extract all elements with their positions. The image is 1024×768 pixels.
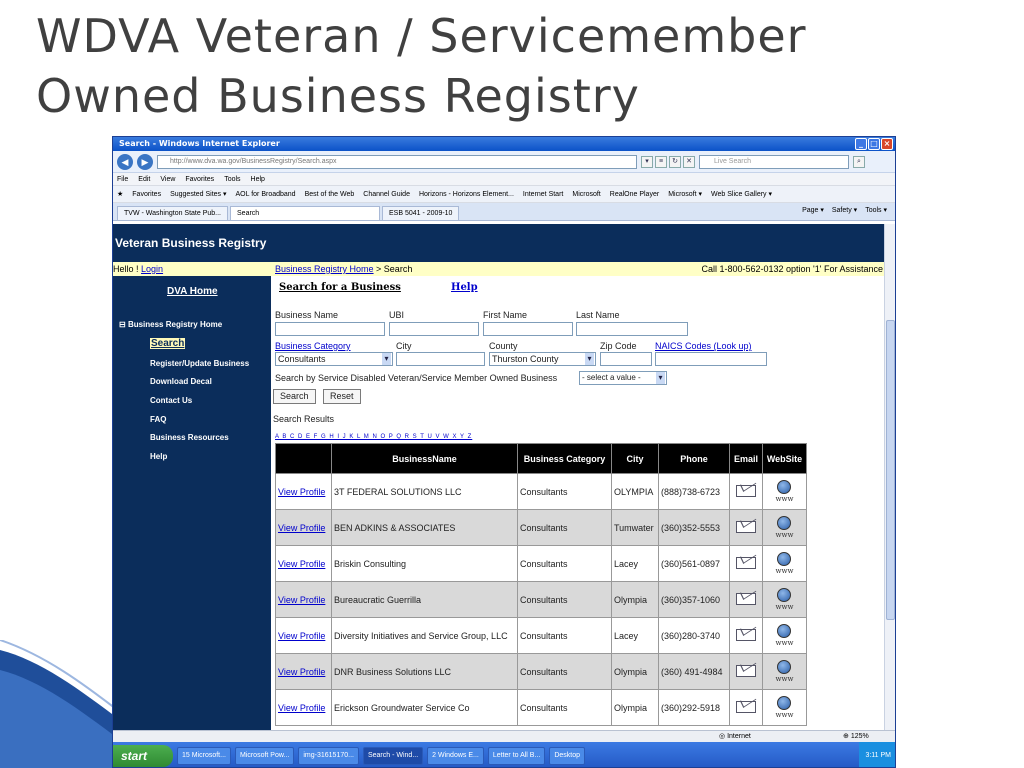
disabled-veteran-select[interactable]: - select a value - ▾ (579, 371, 667, 385)
www-label: www (775, 603, 794, 611)
globe-zone-icon: ◎ (719, 733, 726, 740)
business-category-select[interactable]: Consultants ▾ (275, 352, 393, 366)
favorites-bar (113, 186, 895, 203)
fav-realone[interactable]: RealOne Player (609, 190, 660, 198)
fav-microsoft-folder[interactable]: Microsoft ▾ (668, 191, 703, 198)
window-title: Search - Windows Internet Explorer (119, 139, 280, 148)
view-profile-link[interactable]: View Profile (278, 594, 326, 605)
city-label: City (396, 341, 412, 351)
fav-suggested-sites[interactable]: Suggested Sites ▾ (170, 191, 227, 198)
email-icon[interactable] (736, 701, 756, 713)
browser-window (112, 136, 896, 768)
nav-register-update[interactable]: Register/Update Business (150, 359, 250, 368)
search-panel (273, 276, 885, 730)
dropdown-icon[interactable]: ▾ (641, 156, 653, 168)
view-profile-link[interactable]: View Profile (278, 522, 326, 533)
www-label: www (775, 567, 794, 575)
search-button[interactable]: Search (273, 389, 316, 404)
fav-channel-guide[interactable]: Channel Guide (363, 190, 410, 198)
category-cell: Consultants (518, 618, 612, 654)
nav-contact-us[interactable]: Contact Us (150, 396, 193, 405)
task-desktop[interactable]: Desktop (549, 747, 585, 765)
phone-cell: (360)352-5553 (659, 510, 730, 546)
system-tray (859, 742, 896, 768)
search-icon[interactable]: ⌕ (853, 156, 865, 168)
phone-cell: (360)561-0897 (659, 546, 730, 582)
header-phone[interactable]: Phone (659, 444, 730, 474)
page-menu[interactable]: Page ▾ (802, 207, 824, 214)
phone-cell: (360)280-3740 (659, 618, 730, 654)
menu-help[interactable]: Help (250, 176, 265, 183)
zip-code-input[interactable] (600, 352, 652, 366)
header-city[interactable]: City (612, 444, 659, 474)
table-row (276, 474, 807, 510)
business-name-cell: 3T FEDERAL SOLUTIONS LLC (332, 474, 518, 510)
refresh-icon[interactable]: ↻ (669, 156, 681, 168)
stop-icon[interactable]: ✕ (683, 156, 695, 168)
first-name-label: First Name (483, 310, 528, 320)
live-search-input[interactable]: Live Search (699, 155, 849, 169)
tools-menu[interactable]: Tools ▾ (865, 207, 887, 214)
header-business-category[interactable]: Business Category (518, 444, 612, 474)
globe-icon (777, 480, 791, 494)
website-icon[interactable] (776, 660, 794, 683)
menu-file[interactable]: File (117, 176, 129, 183)
header-email: Email (730, 444, 763, 474)
tab-search[interactable]: Search (230, 206, 380, 220)
view-profile-link[interactable]: View Profile (278, 666, 326, 677)
maximize-button[interactable]: □ (868, 138, 880, 150)
task-img[interactable]: img-31615170... (298, 747, 359, 765)
fav-web-slice[interactable]: Web Slice Gallery ▾ (711, 191, 773, 198)
phone-cell: (360)357-1060 (659, 582, 730, 618)
breadcrumb-current: > Search (373, 264, 413, 274)
business-name-cell: Diversity Initiatives and Service Group, LLC (332, 618, 518, 654)
naics-input[interactable] (655, 352, 767, 366)
status-bar (113, 730, 896, 742)
phone-cell: (888)738-6723 (659, 474, 730, 510)
nav-faq[interactable]: FAQ (150, 415, 167, 424)
zoom-icon: ⊕ (843, 733, 849, 740)
task-letter[interactable]: Letter to All B... (488, 747, 545, 765)
back-icon[interactable]: ◀ (117, 154, 133, 170)
globe-icon (777, 552, 791, 566)
email-icon[interactable] (736, 557, 756, 569)
disabled-veteran-label: Search by Service Disabled Veteran/Service Member Owned Business (275, 373, 558, 383)
breadcrumb (275, 262, 412, 276)
county-select[interactable]: Thurston County ▾ (489, 352, 596, 366)
reset-button[interactable]: Reset (323, 389, 361, 404)
business-name-cell: BEN ADKINS & ASSOCIATES (332, 510, 518, 546)
task-powerpoint[interactable]: Microsoft Pow... (235, 747, 294, 765)
dva-home-link[interactable]: DVA Home (167, 286, 218, 297)
table-row (276, 582, 807, 618)
email-icon[interactable] (736, 485, 756, 497)
left-nav (113, 276, 271, 730)
email-icon[interactable] (736, 629, 756, 641)
header-website: WebSite (763, 444, 807, 474)
fav-aol[interactable]: AOL for Broadband (235, 190, 296, 198)
fav-favorites[interactable]: Favorites (132, 190, 162, 198)
results-table (275, 443, 807, 726)
globe-icon (777, 624, 791, 638)
county-label: County (489, 341, 518, 351)
tab-bar (113, 203, 895, 221)
business-name-input[interactable] (275, 322, 385, 336)
nav-help[interactable]: Help (150, 452, 168, 461)
business-name-cell: Briskin Consulting (332, 546, 518, 582)
globe-icon (777, 516, 791, 530)
www-label: www (775, 495, 794, 503)
business-category-link[interactable]: Business Category (275, 341, 351, 351)
menu-favorites[interactable]: Favorites (185, 176, 215, 183)
task-windows-explorer[interactable]: 2 Windows E... (427, 747, 484, 765)
www-label: www (775, 531, 794, 539)
slide-title (36, 6, 807, 126)
www-label: www (775, 675, 794, 683)
last-name-input[interactable] (576, 322, 688, 336)
business-name-cell: Erickson Groundwater Service Co (332, 690, 518, 726)
alphabet-links[interactable]: A B C D E F G H I J K L M N O P Q R S T U V W X Y Z (275, 434, 473, 440)
category-cell: Consultants (518, 474, 612, 510)
help-link[interactable]: Help (451, 282, 478, 293)
website-icon[interactable] (776, 480, 794, 503)
zoom-value: 125% (850, 733, 869, 740)
view-profile-link[interactable]: View Profile (278, 486, 326, 497)
login-link[interactable]: Login (141, 264, 164, 274)
business-name-cell: Bureaucratic Guerrilla (332, 582, 518, 618)
nav-download-decal[interactable]: Download Decal (150, 377, 212, 386)
clock: 3:11 PM (865, 752, 891, 759)
menu-edit[interactable]: Edit (138, 176, 151, 183)
website-icon[interactable] (776, 624, 794, 647)
task-microsoft[interactable]: 15 Microsoft... (177, 747, 231, 765)
city-cell: Lacey (612, 618, 659, 654)
website-icon[interactable] (776, 696, 794, 719)
table-row (276, 654, 807, 690)
registry-home-label: Business Registry Home (127, 320, 223, 329)
www-label: www (775, 639, 794, 647)
city-cell: Lacey (612, 546, 659, 582)
last-name-label: Last Name (576, 310, 620, 320)
phone-cell: (360)292-5918 (659, 690, 730, 726)
menu-bar (113, 173, 895, 186)
breadcrumb-home-link[interactable]: Business Registry Home (275, 264, 374, 274)
task-search-window[interactable]: Search - Wind... (363, 747, 423, 765)
view-profile-link[interactable]: View Profile (278, 630, 326, 641)
category-cell: Consultants (518, 510, 612, 546)
tab-tvw[interactable]: TVW - Washington State Pub... (117, 206, 228, 220)
website-icon[interactable] (776, 552, 794, 575)
slide-title-line1: WDVA Veteran / Servicemember (36, 9, 807, 63)
table-row (276, 690, 807, 726)
vertical-scrollbar[interactable] (884, 224, 895, 730)
address-bar (113, 151, 895, 173)
taskbar (113, 742, 896, 768)
category-cell: Consultants (518, 582, 612, 618)
naics-codes-link[interactable]: NAICS Codes (Look up) (655, 341, 752, 351)
minimize-button[interactable]: _ (855, 138, 867, 150)
www-label: www (775, 711, 794, 719)
view-profile-link[interactable]: View Profile (278, 702, 326, 713)
first-name-input[interactable] (483, 322, 573, 336)
window-titlebar (113, 137, 895, 151)
search-heading: Search for a Business (279, 282, 401, 293)
fav-internet-start[interactable]: Internet Start (522, 190, 564, 198)
globe-icon (777, 696, 791, 710)
collapse-icon[interactable]: ⊟ (119, 320, 126, 329)
city-cell: Tumwater (612, 510, 659, 546)
ubi-input[interactable] (389, 322, 479, 336)
city-cell: Olympia (612, 582, 659, 618)
city-cell: Olympia (612, 654, 659, 690)
website-icon[interactable] (776, 588, 794, 611)
nav-business-resources[interactable]: Business Resources (150, 433, 229, 442)
business-name-label: Business Name (275, 310, 339, 320)
menu-view[interactable]: View (160, 176, 176, 183)
web-page (113, 224, 885, 730)
table-row (276, 510, 807, 546)
start-button[interactable]: start (113, 745, 173, 767)
address-input[interactable]: http://www.dva.wa.gov/BusinessRegistry/Search.aspx (157, 155, 637, 169)
decorative-swoosh (0, 640, 120, 768)
fav-microsoft[interactable]: Microsoft (572, 190, 601, 198)
compatibility-icon[interactable]: ≡ (655, 156, 667, 168)
menu-tools[interactable]: Tools (224, 176, 241, 183)
category-cell: Consultants (518, 654, 612, 690)
globe-icon (777, 588, 791, 602)
assistance-text: Call 1-800-562-0132 option '1' For Assistance (701, 264, 883, 274)
email-icon[interactable] (736, 521, 756, 533)
close-button[interactable]: × (881, 138, 893, 150)
breadcrumb-bar (113, 262, 885, 276)
category-cell: Consultants (518, 546, 612, 582)
view-profile-link[interactable]: View Profile (278, 558, 326, 569)
slide-title-line2: Owned Business Registry (36, 69, 640, 123)
hello-text: Hello ! (113, 264, 139, 274)
table-header-row (276, 444, 807, 474)
table-row (276, 618, 807, 654)
website-icon[interactable] (776, 516, 794, 539)
fav-horizons[interactable]: Horizons - Horizons Element... (418, 190, 514, 198)
registry-home-item[interactable] (119, 320, 222, 329)
favorites-star-icon[interactable]: ★ (117, 191, 124, 198)
globe-icon (777, 660, 791, 674)
search-results-label: Search Results (273, 414, 335, 424)
site-header: Veteran Business Registry (113, 224, 885, 262)
header-business-name[interactable]: BusinessName (332, 444, 518, 474)
tab-esb[interactable]: ESB 5041 - 2009-10 (382, 206, 459, 220)
phone-cell: (360) 491-4984 (659, 654, 730, 690)
forward-icon[interactable]: ▶ (137, 154, 153, 170)
email-icon[interactable] (736, 665, 756, 677)
email-icon[interactable] (736, 593, 756, 605)
category-cell: Consultants (518, 690, 612, 726)
internet-zone-label: Internet (727, 733, 751, 740)
scroll-thumb[interactable] (886, 320, 895, 620)
city-cell: Olympia (612, 690, 659, 726)
business-name-cell: DNR Business Solutions LLC (332, 654, 518, 690)
nav-search[interactable]: Search (151, 338, 185, 349)
ubi-label: UBI (389, 310, 405, 320)
table-row (276, 546, 807, 582)
city-input[interactable] (396, 352, 485, 366)
city-cell: OLYMPIA (612, 474, 659, 510)
safety-menu[interactable]: Safety ▾ (831, 207, 858, 214)
zip-code-label: Zip Code (600, 341, 637, 351)
fav-best-of-web[interactable]: Best of the Web (304, 190, 355, 198)
header-view (276, 444, 332, 474)
